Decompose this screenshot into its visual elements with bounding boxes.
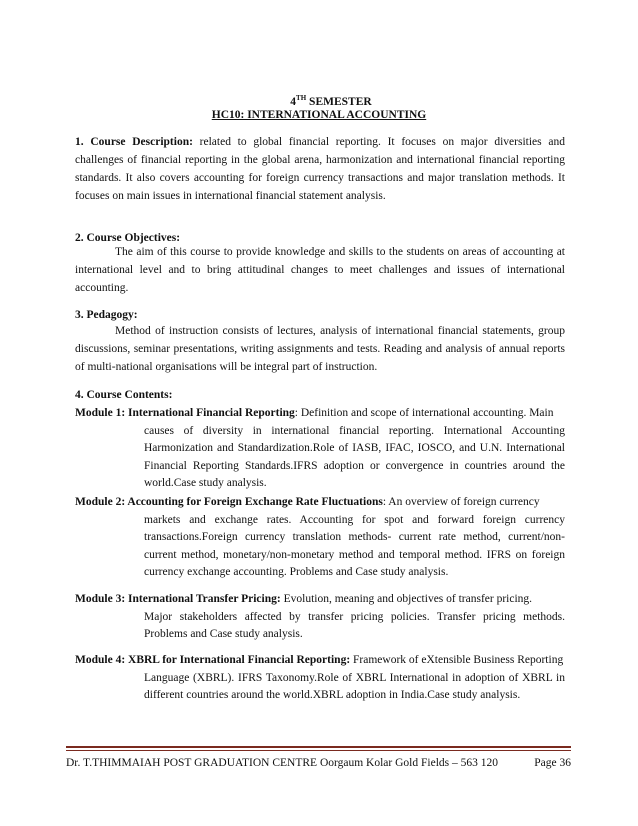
module-2-first: An overview of foreign currency <box>386 496 540 508</box>
footer-rule-thin <box>66 750 571 751</box>
module-1 <box>75 405 565 493</box>
module-4-rest: Language (XBRL). IFRS Taxonomy.Role of XBRL International in adoption of XBRL in different countries around the world.XBRL adoption in India.Case study analysis. <box>144 671 565 701</box>
module-4-title: Module 4: XBRL for International Financial Reporting: <box>75 654 351 666</box>
module-3-first-line <box>75 591 565 609</box>
course-objectives-text: The aim of this course to provide knowledge and skills to the students on areas of accounting at international level and to bring attitudinal changes to meet challenges and issues of international accounting. <box>75 246 565 294</box>
module-1-rest: causes of diversity in international financial reporting. International Accounting Harmonization and Standardization.Role of IASB, IFAC, IOSCO, and U.N. International Financial Reporting Standards.IFRS adoption or convergence in countries around the world.Case study analysis. <box>144 424 565 489</box>
course-objectives-heading: 2. Course Objectives: <box>75 232 181 244</box>
footer-rule <box>66 746 571 748</box>
pedagogy-text: Method of instruction consists of lectures, analysis of international financial statements, group discussions, seminar presentations, writing assignments and tests. Reading and analysis of annual reports of multi-national organisations will be integral part of instruction. <box>75 325 565 373</box>
module-2-first-line <box>75 494 565 512</box>
module-3-first: Evolution, meaning and objectives of transfer pricing. <box>280 593 533 605</box>
module-4-first-line <box>75 652 565 670</box>
course-contents-heading: 4. Course Contents: <box>75 389 173 401</box>
course-description-heading: 1. Course Description: <box>75 136 193 148</box>
module-3 <box>75 591 565 644</box>
page-footer <box>66 757 571 769</box>
course-description-text: related to global financial reporting. It focuses on major diversities and challenges of financial reporting in the global arena, harmonization and international financial reporting standards. It also covers accounting for foreign currency transactions and major translation methods. It focuses on main issues in international financial statement analysis. <box>75 136 565 202</box>
module-4-first: Framework of eXtensible Business Reporting <box>350 654 564 666</box>
module-3-rest: Major stakeholders affected by transfer pricing policies. Transfer pricing methods. Problems and Case study analysis. <box>144 610 565 640</box>
module-2 <box>75 494 565 582</box>
page-number: Page 36 <box>534 757 571 769</box>
semester-suffix: TH <box>296 94 307 102</box>
footer-institution: Dr. T.THIMMAIAH POST GRADUATION CENTRE Oorgaum Kolar Gold Fields – 563 120 <box>66 757 498 769</box>
module-2-rest: markets and exchange rates. Accounting for spot and forward foreign currency transactions.Foreign currency translation methods- current rate method, current/non-current method, monetary/non-monetary method and temporal method. IFRS on foreign currency exchange accounting. Problems and Case study analysis. <box>144 513 565 578</box>
pedagogy-heading: 3. Pedagogy: <box>75 309 138 321</box>
module-3-title: Module 3: International Transfer Pricing: <box>75 593 281 605</box>
module-1-first-line <box>75 405 565 423</box>
module-1-title: Module 1: International Financial Reporting <box>75 407 295 419</box>
course-title: HC10: INTERNATIONAL ACCOUNTING <box>211 109 427 121</box>
module-4 <box>75 652 565 705</box>
module-1-first: Definition and scope of international accounting. Main <box>297 407 554 419</box>
course-description <box>75 133 565 205</box>
module-1-sep: : <box>294 407 298 419</box>
module-2-title: Module 2: Accounting for Foreign Exchange Rate Fluctuations <box>75 496 383 508</box>
semester-label: SEMESTER <box>306 95 372 108</box>
semester-number: 4 <box>290 95 297 108</box>
semester-heading <box>12 94 638 108</box>
module-2-sep: : <box>382 496 387 508</box>
